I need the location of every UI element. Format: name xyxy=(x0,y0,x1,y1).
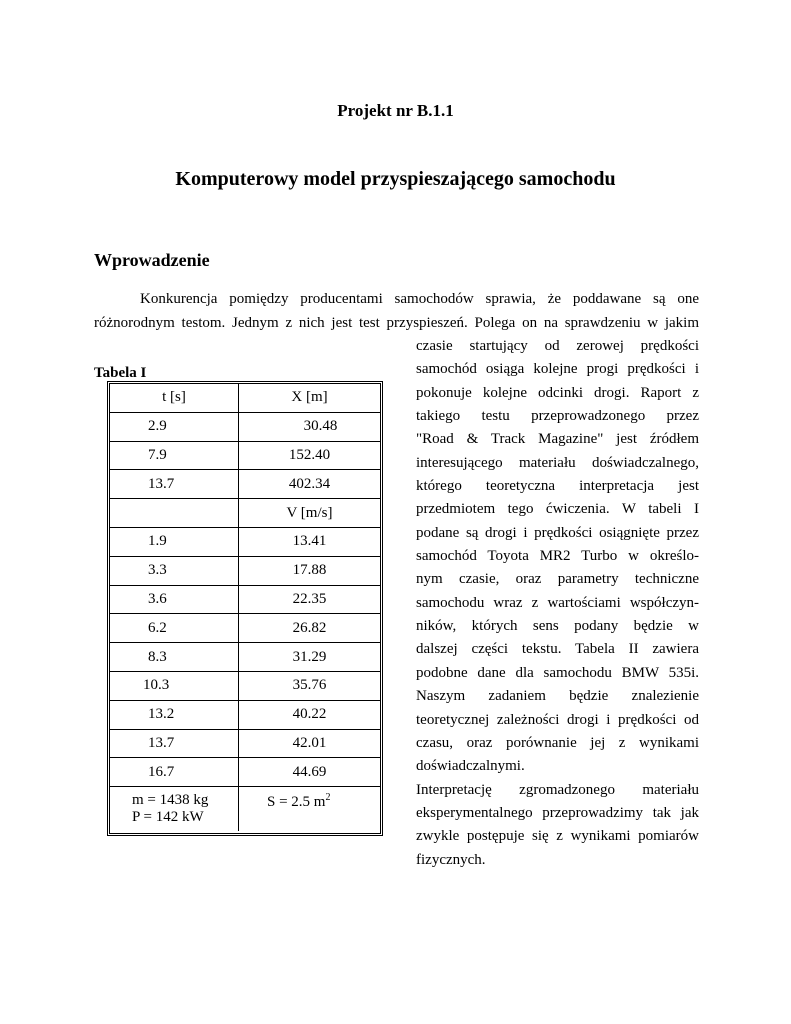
car-parameters xyxy=(110,787,238,826)
text-line: podobne dane dla samochodu BMW 535i. xyxy=(416,664,699,681)
time-cell: 13.2 xyxy=(148,706,175,723)
right-column-text xyxy=(416,335,699,872)
intro-paragraph-line-1: Konkurencja pomiędzy producentami samochodów sprawia, że poddawane są one xyxy=(140,291,699,307)
time-cell: 8.3 xyxy=(148,648,167,665)
table-row xyxy=(110,585,380,614)
velocity-cell: 13.41 xyxy=(292,533,327,550)
distance-cell: 30.48 xyxy=(303,418,338,435)
text-line: doświadczalnymi. xyxy=(416,758,525,775)
text-line: którego teoretyczna interpretacja jest xyxy=(416,478,699,495)
time-cell: 13.7 xyxy=(148,475,175,492)
text-line: samochód osiąga kolejne progi prędkości i xyxy=(416,361,699,378)
time-cell: 13.7 xyxy=(148,734,175,751)
time-cell: 3.6 xyxy=(148,590,167,607)
area-text: S = 2.5 m xyxy=(267,794,326,811)
text-line: samochodu wraz z wartościami współczyn- xyxy=(416,594,699,611)
time-cell: 7.9 xyxy=(148,446,167,463)
section-heading: Wprowadzenie xyxy=(94,250,210,270)
header-velocity: V [m/s] xyxy=(286,504,333,521)
text-line: takiego testu przeprowadzonego przez xyxy=(416,408,699,425)
distance-cell: 152.40 xyxy=(288,446,331,463)
document-title: Komputerowy model przyspieszającego samochodu xyxy=(175,168,616,190)
distance-cell: 402.34 xyxy=(288,475,331,492)
table-row xyxy=(110,643,380,672)
table-row xyxy=(110,412,380,441)
text-line: nym czasie, oraz parametry techniczne xyxy=(416,571,699,588)
table-row xyxy=(110,758,380,787)
header-distance: X [m] xyxy=(291,389,328,406)
header-time: t [s] xyxy=(162,389,186,406)
mass-value: m = 1438 kg xyxy=(132,792,209,809)
time-cell: 6.2 xyxy=(148,619,167,636)
project-number: Projekt nr B.1.1 xyxy=(337,101,454,120)
time-cell: 2.9 xyxy=(148,418,167,435)
time-cell: 16.7 xyxy=(148,763,175,780)
text-line: podane są drogi i prędkości osiągnięte przez xyxy=(416,524,699,541)
text-line: Naszym zadaniem będzie znalezienie xyxy=(416,688,699,705)
area-exponent: 2 xyxy=(325,792,331,804)
power-value: P = 142 kW xyxy=(132,809,204,826)
intro-paragraph-line-2: różnorodnym testom. Jednym z nich jest test przyspieszeń. Polega on na sprawdzeniu w jakim xyxy=(94,315,699,331)
text-line: teoretycznej zależności drogi i prędkości od xyxy=(416,711,699,728)
text-line: interesującego materiału doświadczalnego, xyxy=(416,454,699,471)
velocity-cell: 22.35 xyxy=(292,590,327,607)
text-line: Interpretację zgromadzonego materiału xyxy=(416,781,699,798)
table-row xyxy=(110,441,380,470)
table-row xyxy=(110,614,380,643)
text-line: dalszej części tekstu. Tabela II zawiera xyxy=(416,641,699,658)
table-footer-row xyxy=(110,787,380,832)
text-line: czasu, oraz porównanie jej z wynikami xyxy=(416,734,699,751)
table-row xyxy=(110,671,380,700)
velocity-cell: 17.88 xyxy=(292,562,327,579)
velocity-cell: 26.82 xyxy=(292,619,327,636)
table-row xyxy=(110,700,380,729)
table-header-row xyxy=(110,384,380,412)
time-cell: 10.3 xyxy=(143,677,170,694)
text-line: ników, których sens podany będzie w xyxy=(416,618,699,635)
table-label: Tabela I xyxy=(94,365,147,381)
velocity-cell: 35.76 xyxy=(292,677,327,694)
table-row xyxy=(110,527,380,556)
data-table xyxy=(107,381,383,836)
text-line: "Road & Track Magazine" jest źródłem xyxy=(416,431,699,448)
table-row xyxy=(110,470,380,499)
time-cell: 3.3 xyxy=(148,562,167,579)
table-subheader-row xyxy=(110,499,380,528)
text-line: zwykle postępuje się z wynikami pomiarów xyxy=(416,828,699,845)
velocity-cell: 40.22 xyxy=(292,706,327,723)
text-line: samochód Toyota MR2 Turbo w określo- xyxy=(416,548,699,565)
text-line: przedmiotem tego ćwiczenia. W tabeli I xyxy=(416,501,699,518)
text-line: czasie startujący od zerowej prędkości xyxy=(416,338,699,354)
table-row xyxy=(110,556,380,585)
text-line: eksperymentalnego przeprowadzimy tak jak xyxy=(416,804,699,821)
velocity-cell: 44.69 xyxy=(292,763,327,780)
table-row xyxy=(110,729,380,758)
time-cell: 1.9 xyxy=(148,533,167,550)
area-value xyxy=(239,787,380,811)
velocity-cell: 42.01 xyxy=(292,734,327,751)
text-line: pokonuje kolejne odcinki drogi. Raport z xyxy=(416,384,699,401)
velocity-cell: 31.29 xyxy=(292,648,327,665)
text-line: fizycznych. xyxy=(416,851,486,868)
